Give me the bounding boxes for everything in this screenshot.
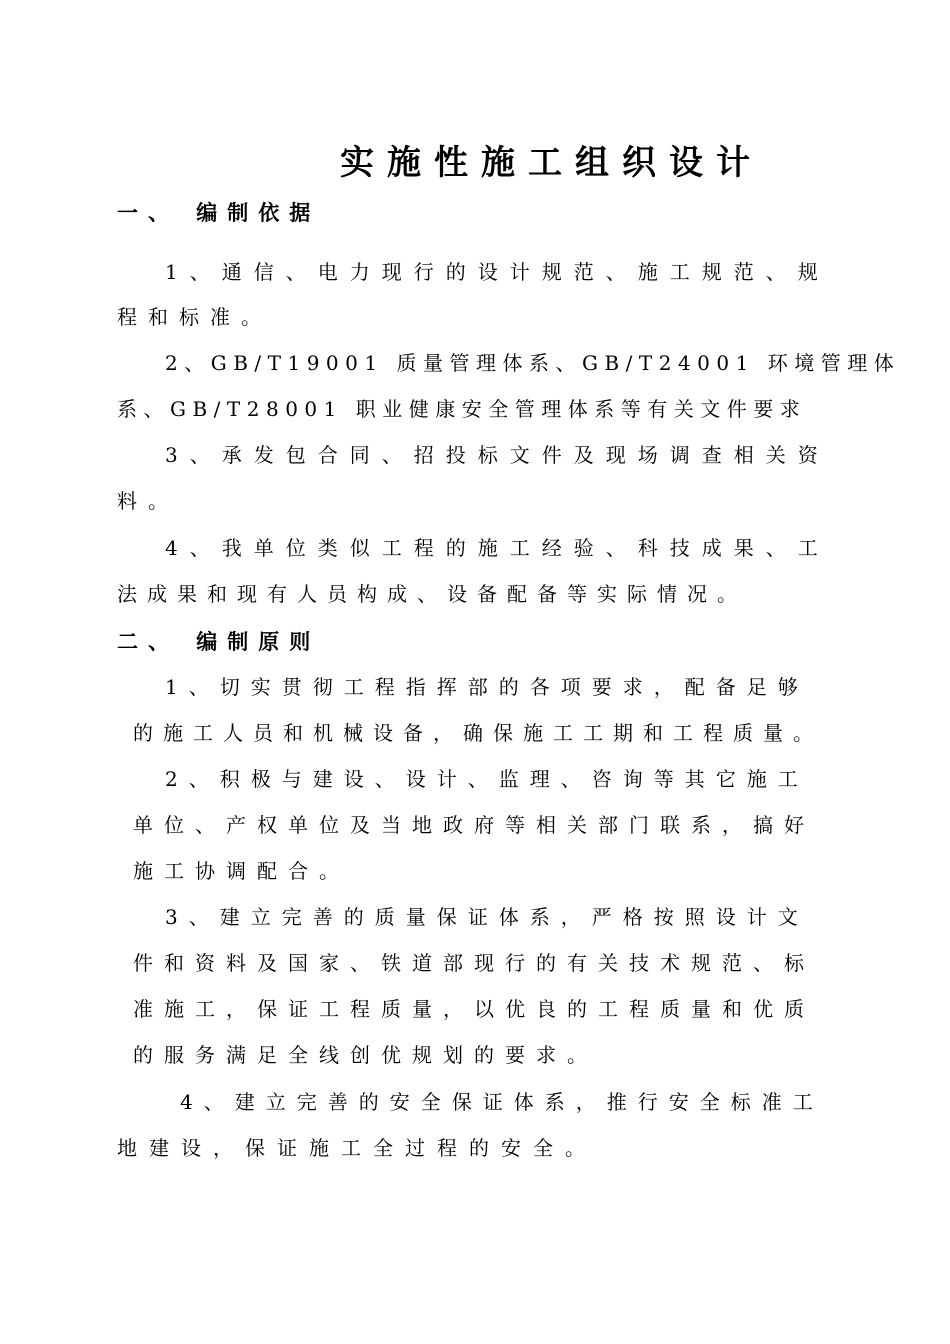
paragraph-line: 1、通信、电力现行的设计规范、施工规范、规 bbox=[165, 260, 830, 284]
paragraph-line: 4、建立完善的安全保证体系，推行安全标准工 bbox=[180, 1090, 824, 1114]
paragraph-line: 程和标准。 bbox=[117, 305, 272, 329]
paragraph-line: 施工协调配合。 bbox=[133, 859, 350, 883]
paragraph-line: 准施工，保证工程质量，以优良的工程质量和优质 bbox=[133, 997, 815, 1021]
paragraph-line: 单位、产权单位及当地政府等相关部门联系，搞好 bbox=[133, 813, 815, 837]
paragraph-line: 法成果和现有人员构成、设备配备等实际情况。 bbox=[117, 582, 747, 606]
paragraph-line: 系、GB/T28001 职业健康安全管理体系等有关文件要求 bbox=[117, 397, 807, 421]
page-title: 实施性施工组织设计 bbox=[340, 143, 763, 183]
paragraph-line: 2、积极与建设、设计、监理、咨询等其它施工 bbox=[165, 767, 809, 791]
section-heading-basis: 一、 编制依据 bbox=[117, 200, 321, 225]
paragraph-line: 件和资料及国家、铁道部现行的有关技术规范、标 bbox=[133, 951, 815, 975]
section-heading-principles: 二、 编制原则 bbox=[117, 629, 321, 654]
paragraph-line: 的施工人员和机械设备，确保施工工期和工程质量。 bbox=[133, 721, 823, 745]
paragraph-line: 的服务满足全线创优规划的要求。 bbox=[133, 1043, 598, 1067]
paragraph-line: 料。 bbox=[117, 489, 179, 513]
paragraph-line: 4、我单位类似工程的施工经验、科技成果、工 bbox=[165, 536, 830, 560]
paragraph-line: 1、切实贯彻工程指挥部的各项要求，配备足够 bbox=[165, 675, 809, 699]
paragraph-line: 3、建立完善的质量保证体系，严格按照设计文 bbox=[165, 905, 809, 929]
paragraph-line: 2、GB/T19001 质量管理体系、GB/T24001 环境管理体 bbox=[165, 351, 901, 375]
paragraph-line: 3、承发包合同、招投标文件及现场调查相关资 bbox=[165, 443, 830, 467]
paragraph-line: 地建设，保证施工全过程的安全。 bbox=[117, 1136, 597, 1160]
